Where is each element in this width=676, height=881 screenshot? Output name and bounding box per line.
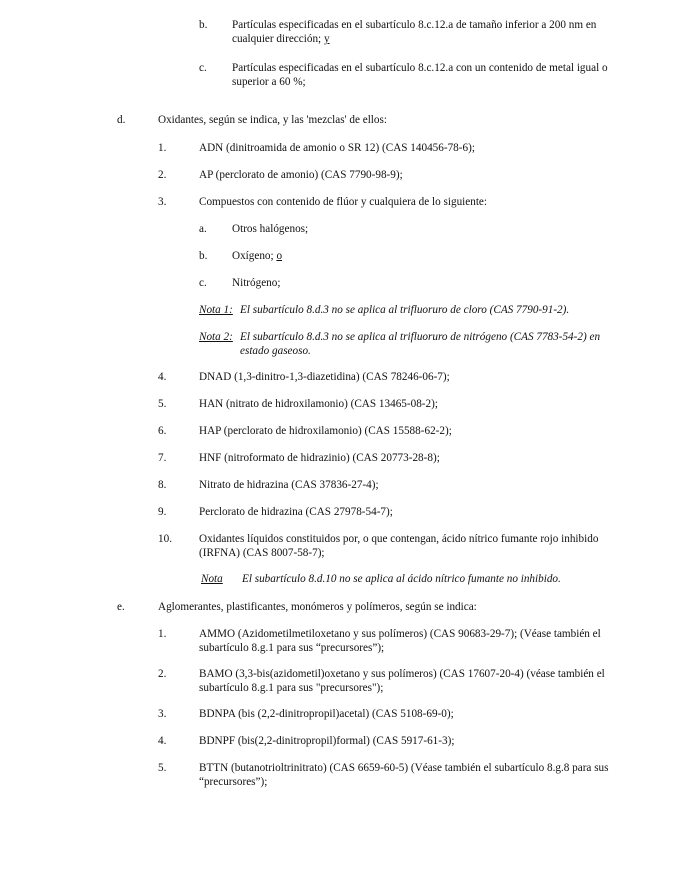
note-label: Nota <box>201 573 223 585</box>
item-e <box>0 600 676 616</box>
item-e-3 <box>0 707 676 723</box>
item-d-3-a <box>0 222 676 238</box>
item-d-4 <box>0 370 676 386</box>
item-label: 1. <box>158 628 167 640</box>
item-label: 2. <box>158 169 167 181</box>
item-label: 4. <box>158 371 167 383</box>
item-e-2 <box>0 667 676 697</box>
item-e-4 <box>0 734 676 750</box>
item-e-5 <box>0 761 676 791</box>
note-2 <box>0 330 676 360</box>
item-label: a. <box>199 223 207 235</box>
note-label: Nota 2: <box>199 331 233 343</box>
item-text: Nitrato de hidrazina (CAS 37836-27-4); <box>199 479 379 491</box>
item-label: 9. <box>158 506 167 518</box>
item-text: Oxidantes, según se indica, y las 'mezclas' de ellos: <box>158 114 387 126</box>
note-label: Nota 1: <box>199 304 233 316</box>
item-label: c. <box>199 277 207 289</box>
item-text: BTTN (butanotrioltrinitrato) (CAS 6659-60-5) (Véase también el subartículo 8.g.8 para sus “precursores”); <box>199 762 609 788</box>
item-c-c <box>0 61 676 91</box>
item-label: 5. <box>158 762 167 774</box>
item-text: ADN (dinitroamida de amonio o SR 12) (CAS 140456-78-6); <box>199 142 475 154</box>
item-d-3 <box>0 195 676 211</box>
item-d-5 <box>0 397 676 413</box>
item-text: Aglomerantes, plastificantes, monómeros y polímeros, según se indica: <box>158 601 477 613</box>
item-label: e. <box>117 601 125 613</box>
item-label: 7. <box>158 452 167 464</box>
item-text: Oxidantes líquidos constituidos por, o que contengan, ácido nítrico fumante rojo inhibido (IRFNA) (CAS 8007-58-7); <box>199 533 599 559</box>
item-text: Otros halógenos; <box>232 223 309 235</box>
item-text: Oxígeno; o <box>232 250 283 262</box>
item-d-1 <box>0 141 676 157</box>
item-text: BDNPA (bis (2,2-dinitropropil)acetal) (CAS 5108-69-0); <box>199 708 454 720</box>
item-text: BAMO (3,3-bis(azidometil)oxetano y sus polímeros) (CAS 17607-20-4) (véase también el subartículo 8.g.1 para sus "precursores"); <box>199 668 605 694</box>
item-d-3-b <box>0 249 676 265</box>
note-text: El subartículo 8.d.3 no se aplica al trifluoruro de nitrógeno (CAS 7783-54-2) en estado gaseoso. <box>240 331 601 357</box>
item-d-2 <box>0 168 676 184</box>
item-text: Perclorato de hidrazina (CAS 27978-54-7); <box>199 506 393 518</box>
item-d <box>0 113 676 129</box>
item-label: 6. <box>158 425 167 437</box>
item-text: BDNPF (bis(2,2-dinitropropil)formal) (CAS 5917-61-3); <box>199 735 455 747</box>
note-text: El subartículo 8.d.3 no se aplica al trifluoruro de cloro (CAS 7790-91-2). <box>240 304 570 316</box>
item-label: 1. <box>158 142 167 154</box>
item-text: Compuestos con contenido de flúor y cualquiera de lo siguiente: <box>199 196 488 208</box>
item-text: AMMO (Azidometilmetiloxetano y sus polímeros) (CAS 90683-29-7); (Véase también el subartículo 8.g.1 para sus “precursores”); <box>199 628 601 654</box>
conjunction: y <box>323 33 330 45</box>
item-label: 8. <box>158 479 167 491</box>
item-label: 10. <box>158 533 172 545</box>
item-text: HAN (nitrato de hidroxilamonio) (CAS 13465-08-2); <box>199 398 438 410</box>
item-d-6 <box>0 424 676 440</box>
note-3 <box>0 572 676 588</box>
note-text: El subartículo 8.d.10 no se aplica al ácido nítrico fumante no inhibido. <box>242 573 561 585</box>
item-text: DNAD (1,3-dinitro-1,3-diazetidina) (CAS 78246-06-7); <box>199 371 450 383</box>
item-text: Partículas especificadas en el subartículo 8.c.12.a con un contenido de metal igual o superior a 60 %; <box>232 62 608 88</box>
item-label: 3. <box>158 196 167 208</box>
item-d-10 <box>0 532 676 562</box>
note-1 <box>0 303 676 319</box>
item-text: Partículas especificadas en el subartículo 8.c.12.a de tamaño inferior a 200 nm en cualquier dirección; y <box>232 19 597 45</box>
item-e-1 <box>0 627 676 657</box>
item-text: AP (perclorato de amonio) (CAS 7790-98-9); <box>199 169 403 181</box>
item-label: b. <box>199 250 208 262</box>
item-label: c. <box>199 62 207 74</box>
item-label: d. <box>117 114 126 126</box>
item-label: 2. <box>158 668 167 680</box>
item-d-7 <box>0 451 676 467</box>
item-text: HAP (perclorato de hidroxilamonio) (CAS 15588-62-2); <box>199 425 452 437</box>
item-d-8 <box>0 478 676 494</box>
item-c-b <box>0 18 676 48</box>
item-text: Nitrógeno; <box>232 277 281 289</box>
conjunction: o <box>276 250 283 262</box>
item-label: 4. <box>158 735 167 747</box>
item-d-9 <box>0 505 676 521</box>
item-label: b. <box>199 19 208 31</box>
item-label: 3. <box>158 708 167 720</box>
item-d-3-c <box>0 276 676 292</box>
item-label: 5. <box>158 398 167 410</box>
item-text: HNF (nitroformato de hidrazinio) (CAS 20773-28-8); <box>199 452 440 464</box>
